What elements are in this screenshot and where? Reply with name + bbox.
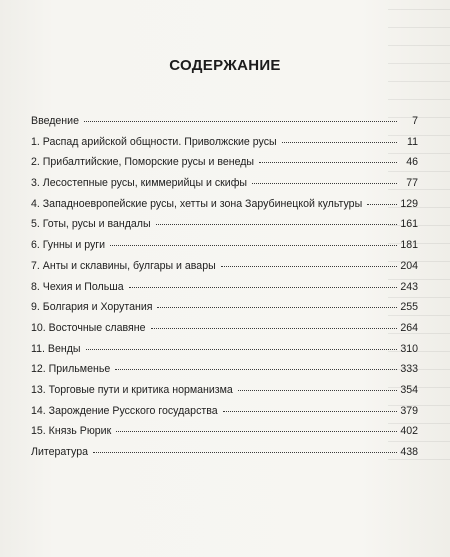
toc-entry-page: 333: [400, 363, 418, 376]
toc-entry-chapter-9: [31, 300, 418, 321]
toc-entry-chapter-12: [31, 362, 418, 383]
toc-entry-chapter-11: [31, 342, 418, 363]
toc-entry-chapter-3: [31, 176, 418, 197]
toc-entry-page: 438: [400, 446, 418, 458]
toc-entry-chapter-7: [31, 259, 418, 280]
dot-leader: [238, 390, 397, 391]
toc-entry-chapter-10: [31, 321, 418, 342]
toc-entry-title: 8. Чехия и Польша: [31, 280, 124, 293]
toc-entry-chapter-15: [31, 424, 418, 445]
toc-list: [31, 114, 418, 466]
toc-entry-chapter-14: [31, 404, 418, 425]
toc-entry-page: 181: [400, 239, 418, 252]
dot-leader: [157, 307, 397, 308]
toc-entry-title: 3. Лесостепные русы, киммерийцы и скифы: [31, 177, 248, 190]
toc-entry-title: 4. Западноевропейские русы, хетты и зона Зарубинецкой культуры: [31, 197, 363, 210]
toc-entry-title: 1. Распад арийской общности. Приволжские русы: [31, 135, 277, 148]
toc-entry-title: Введение: [31, 115, 79, 127]
dot-leader: [367, 204, 397, 205]
toc-entry-page: 243: [400, 280, 418, 293]
toc-entry-title: 14. Зарождение Русского государства: [31, 404, 218, 417]
toc-entry-page: 310: [400, 342, 418, 355]
toc-entry-chapter-4: [31, 197, 418, 218]
toc-entry-introduction: [31, 114, 418, 135]
toc-entry-chapter-13: [31, 383, 418, 404]
dot-leader: [116, 431, 397, 432]
toc-entry-chapter-8: [31, 280, 418, 301]
toc-entry-page: 354: [400, 383, 418, 396]
toc-entry-page: 379: [400, 404, 418, 417]
toc-entry-title: 10. Восточные славяне: [31, 321, 146, 334]
toc-entry-page: 204: [400, 259, 418, 272]
toc-heading: СОДЕРЖАНИЕ: [169, 57, 281, 74]
toc-entry-title: 7. Анты и склавины, булгары и авары: [31, 259, 216, 272]
toc-entry-page: 7: [412, 115, 418, 127]
toc-entry-bibliography: [31, 445, 418, 466]
dot-leader: [259, 162, 397, 163]
toc-entry-chapter-2: [31, 155, 418, 176]
toc-entry-page: 402: [400, 425, 418, 438]
dot-leader: [84, 121, 397, 122]
toc-entry-page: 11: [407, 135, 418, 148]
dot-leader: [115, 369, 397, 370]
toc-entry-page: 129: [400, 197, 418, 210]
dot-leader: [129, 287, 397, 288]
toc-entry-title: 9. Болгария и Хорутания: [31, 301, 153, 314]
toc-entry-title: 6. Гунны и руги: [31, 239, 106, 252]
toc-entry-chapter-6: [31, 238, 418, 259]
dot-leader: [223, 411, 397, 412]
toc-entry-title: Литература: [31, 446, 88, 458]
dot-leader: [151, 328, 398, 329]
toc-entry-title: 11. Венды: [31, 342, 81, 355]
dot-leader: [221, 266, 397, 267]
dot-leader: [252, 183, 397, 184]
toc-entry-chapter-5: [31, 217, 418, 238]
toc-entry-title: 12. Прильменье: [31, 363, 111, 376]
toc-entry-title: 15. Князь Рюрик: [31, 425, 112, 438]
toc-entry-chapter-1: [31, 135, 418, 156]
dot-leader: [282, 142, 397, 143]
toc-entry-page: 161: [400, 218, 418, 231]
toc-entry-page: 255: [400, 301, 418, 314]
toc-entry-page: 264: [400, 321, 418, 334]
dot-leader: [156, 224, 397, 225]
toc-entry-title: 5. Готы, русы и вандалы: [31, 218, 151, 231]
dot-leader: [110, 245, 397, 246]
toc-entry-page: 46: [406, 156, 418, 169]
dot-leader: [93, 452, 397, 453]
toc-entry-title: 2. Прибалтийские, Поморские русы и венеды: [31, 156, 255, 169]
toc-entry-title: 13. Торговые пути и критика норманизма: [31, 383, 233, 396]
toc-entry-page: 77: [406, 177, 418, 190]
dot-leader: [86, 349, 398, 350]
